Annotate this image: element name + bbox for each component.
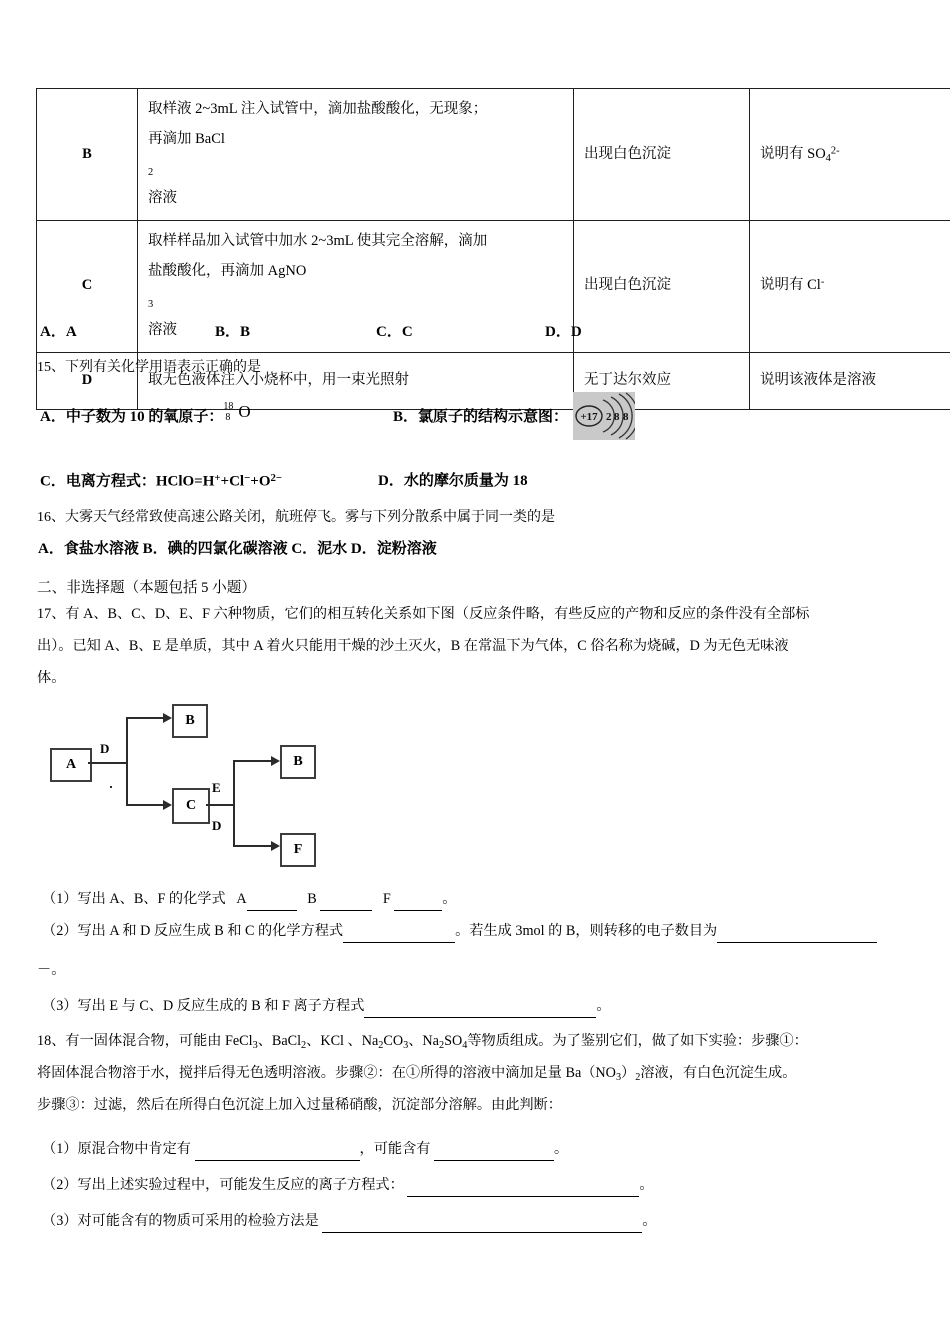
q17-stem-line1: 17、有 A、B、C、D、E、F 六种物质，它们的相互转化关系如下图（反应条件略，有些反应的产物和反应的条件没有全部标 bbox=[37, 606, 810, 622]
operation-line-2: 再滴加 BaCl $_2$ 溶液 bbox=[148, 130, 225, 207]
flow-arrow-to-f bbox=[271, 841, 280, 851]
q16-stem: 16、大雾天气经常致使高速公路关闭，航班停飞。雾与下列分散系中属于同一类的是 bbox=[37, 510, 555, 525]
q17-flow-diagram bbox=[46, 700, 366, 872]
q14-options bbox=[40, 320, 920, 342]
blank-f[interactable] bbox=[394, 889, 442, 911]
q17-stem-line3: 体。 bbox=[37, 670, 66, 686]
atom-shells-svg bbox=[573, 392, 635, 440]
q18-stem-line2: 将固体混合物溶于水，搅拌后得无色透明溶液。步骤②：在①所得的溶液中滴加足量 $Ba(NO_3)_2$溶液，有白色沉淀生成。 bbox=[37, 1065, 797, 1083]
q15-stem: 15、下列有关化学用语表示正确的是 bbox=[37, 360, 261, 375]
row-phenomenon-c: 出现白色沉淀 bbox=[574, 220, 750, 352]
q18-sub1: （1）原混合物中肯定有 ，可能含有 。 bbox=[42, 1139, 568, 1161]
q18-stem-line3: 步骤③：过滤，然后在所得白色沉淀上加入过量稀硝酸，沉淀部分溶解。由此判断： bbox=[37, 1097, 562, 1113]
flow-box-f: F bbox=[280, 833, 316, 867]
flow-label-e: E bbox=[212, 780, 221, 795]
flow-box-b-right: B bbox=[280, 745, 316, 779]
blank-a[interactable] bbox=[247, 889, 297, 911]
q17-sub3: （3）写出 E 与 C、D 反应生成的 B 和 F 离子方程式 。 bbox=[42, 996, 611, 1018]
q15-option-d[interactable]: D．水的摩尔质量为 18 bbox=[378, 473, 528, 489]
svg-text:8: 8 bbox=[614, 411, 620, 423]
row-conclusion-b: 说明有 $SO_4^{2-}$ bbox=[750, 89, 950, 221]
blank-definite-substances[interactable] bbox=[195, 1139, 360, 1161]
blank-test-method[interactable] bbox=[322, 1211, 642, 1233]
blank-possible-substances[interactable] bbox=[434, 1139, 554, 1161]
flow-arrow-to-b-right bbox=[271, 756, 280, 766]
operation-line-1: 取样样品加入试管中加水 2~3mL 使其完全溶解，滴加 bbox=[148, 232, 488, 249]
q15-option-c[interactable]: C．电离方程式：$HClO=H^++Cl^-+O^{2-}$ bbox=[40, 472, 283, 490]
q17-sub1: （1）写出 A、B、F 的化学式 A B F 。 bbox=[42, 889, 457, 911]
flow-edge-a-out bbox=[88, 762, 128, 764]
q14-option-b[interactable]: B．B bbox=[215, 324, 251, 340]
flow-edge-c-out bbox=[206, 804, 234, 806]
blank-ionic-equation[interactable] bbox=[364, 996, 596, 1018]
q18-sub3: （3）对可能含有的物质可采用的检验方法是 。 bbox=[42, 1211, 656, 1233]
row-label-d: D bbox=[37, 352, 138, 409]
flow-dot bbox=[110, 786, 112, 788]
operation-line-1: 取样液 2~3mL 注入试管中，滴加盐酸酸化，无现象； bbox=[148, 101, 488, 117]
row-operation-d: 取无色液体注入小烧杯中，用一束光照射 bbox=[138, 352, 574, 409]
flow-edge-to-b-top bbox=[126, 717, 164, 719]
q15-choices-row1 bbox=[40, 401, 920, 455]
flow-box-a: A bbox=[50, 748, 92, 782]
q16-options: A．食盐水溶液 B．碘的四氯化碳溶液 C．泥水 D．淀粉溶液 bbox=[38, 541, 437, 557]
flow-arrow-to-b-top bbox=[163, 713, 172, 723]
q18-sub2: （2）写出上述实验过程中，可能发生反应的离子方程式： 。 bbox=[42, 1175, 654, 1197]
flow-edge-to-b-right bbox=[233, 760, 272, 762]
table-row bbox=[37, 89, 950, 221]
svg-text:2: 2 bbox=[606, 411, 612, 423]
q17-sub2-tail: －。 bbox=[37, 962, 66, 978]
blank-equation[interactable] bbox=[343, 921, 455, 943]
flow-splitter-left bbox=[126, 717, 128, 806]
blank-electron-count[interactable] bbox=[717, 921, 877, 943]
row-phenomenon-d: 无丁达尔效应 bbox=[574, 352, 750, 409]
section2-heading: 二、非选择题（本题包括 5 小题） bbox=[37, 580, 256, 596]
flow-box-b-top: B bbox=[172, 704, 208, 738]
q15-option-b[interactable]: B．氯原子的结构示意图： bbox=[393, 409, 569, 425]
q14-option-a[interactable]: A．A bbox=[40, 324, 77, 340]
q17-stem-line2: 出）。已知 A、B、E 是单质，其中 A 着火只能用干燥的沙土灭火，B 在常温下为气体，C 俗名称为烧碱，D 为无色无味液 bbox=[37, 638, 789, 654]
flow-label-d-2: D bbox=[212, 818, 222, 833]
q18-stem-line1: 18、有一固体混合物，可能由 FeCl$_3$、BaCl$_2$、KCl 、$Na_2CO_3$、$Na_2SO_4$等物质组成。为了鉴别它们，做了如下实验：步骤①： bbox=[37, 1033, 808, 1051]
flow-label-d-1: D bbox=[100, 741, 110, 756]
row-conclusion-d: 说明该液体是溶液 bbox=[750, 352, 950, 409]
chlorine-atom-structure-icon bbox=[573, 392, 635, 440]
flow-arrow-to-c bbox=[163, 800, 172, 810]
row-label-c: C bbox=[37, 220, 138, 352]
flow-splitter-right bbox=[233, 760, 235, 847]
q17-sub2: （2）写出 A 和 D 反应生成 B 和 C 的化学方程式 。若生成 3mol 的 B，则转移的电子数目为 bbox=[42, 921, 877, 943]
flow-edge-to-c bbox=[126, 804, 164, 806]
q14-option-c[interactable]: C．C bbox=[376, 324, 413, 340]
flow-box-c: C bbox=[172, 788, 210, 824]
flow-edge-to-f bbox=[233, 845, 272, 847]
q14-option-d[interactable]: D．D bbox=[545, 324, 582, 340]
q15-option-a[interactable]: A．中子数为 10 的氧原子： 18 8 O bbox=[40, 405, 257, 426]
row-label-b: B bbox=[37, 89, 138, 221]
svg-text:+17: +17 bbox=[580, 411, 598, 423]
operation-line-2: 盐酸酸化，再滴加 AgNO $_3$ 溶液 bbox=[148, 262, 307, 339]
row-phenomenon-b: 出现白色沉淀 bbox=[574, 89, 750, 221]
blank-b[interactable] bbox=[320, 889, 372, 911]
svg-text:8: 8 bbox=[623, 411, 629, 423]
isotope-notation: 18 8 O bbox=[223, 401, 251, 423]
row-operation-b bbox=[138, 89, 574, 221]
blank-ionic-equations[interactable] bbox=[407, 1175, 639, 1197]
row-conclusion-c: 说明有 Cl- bbox=[750, 220, 950, 352]
